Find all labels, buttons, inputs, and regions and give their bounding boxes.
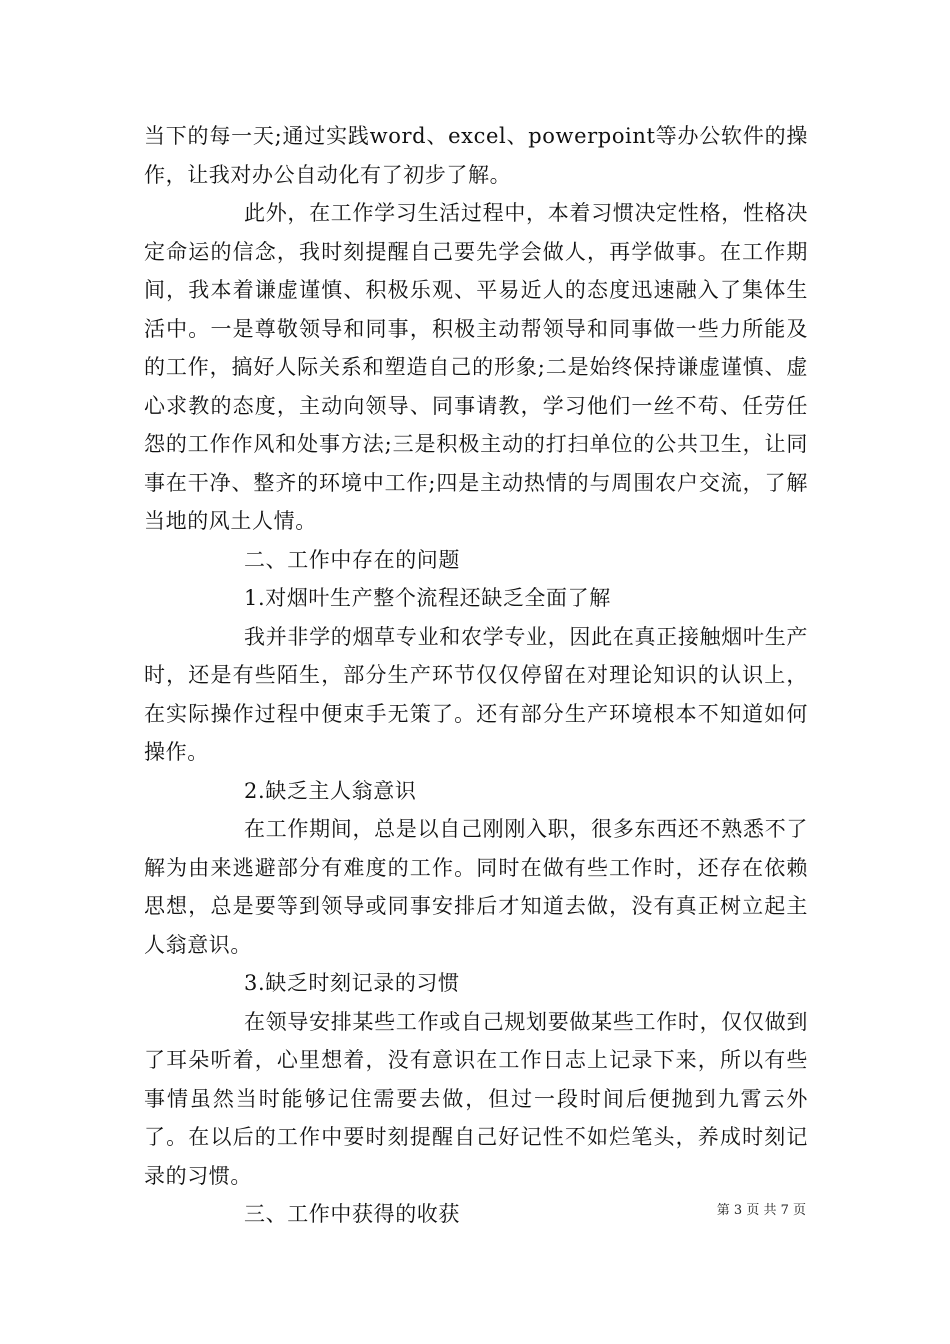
- paragraph-3: 我并非学的烟草专业和农学专业，因此在真正接触烟叶生产时，还是有些陌生，部分生产环节仅仅停留在对理论知识的认识上，在实际操作过程中便束手无策了。还有部分生产环境根本不知道如何操作。: [144, 624, 808, 764]
- paragraph-2: 此外，在工作学习生活过程中，本着习惯决定性格，性格决定命运的信念，我时刻提醒自己要先学会做人，再学做事。在工作期间，我本着谦虚谨慎、积极乐观、平易近人的态度迅速融入了集体生活中。一是尊敬领导和同事，积极主动帮领导和同事做一些力所能及的工作，搞好人际关系和塑造自己的形象;二是始终保持谦虚谨慎、虚心求教的态度，主动向领导、同事请教，学习他们一丝不苟、任劳任怨的工作作风和处事方法;三是积极主动的打扫单位的公共卫生，让同事在干净、整齐的环境中工作;四是主动热情的与周围农户交流，了解当地的风土人情。: [144, 201, 808, 533]
- paragraph-5: 在领导安排某些工作或自己规划要做某些工作时，仅仅做到了耳朵听着，心里想着，没有意识在工作日志上记录下来，所以有些事情虽然当时能够记住需要去做，但过一段时间后便抛到九霄云外了。在以后的工作中要时刻提醒自己好记性不如烂笔头，养成时刻记录的习惯。: [144, 1009, 808, 1188]
- paragraph-4: 在工作期间，总是以自己刚刚入职，很多东西还不熟悉不了解为由来逃避部分有难度的工作。同时在做有些工作时，还存在依赖思想，总是要等到领导或同事安排后才知道去做，没有真正树立起主人翁意识。: [144, 817, 808, 957]
- section-heading-gains: 三、工作中获得的收获: [244, 1202, 460, 1226]
- subheading-1: 1.对烟叶生产整个流程还缺乏全面了解: [244, 586, 611, 610]
- document-body: [144, 117, 808, 1234]
- subheading-2: 2.缺乏主人翁意识: [244, 778, 417, 803]
- page-number-footer: 第 3 页 共 7 页: [716, 1203, 806, 1218]
- section-heading-problems: 二、工作中存在的问题: [244, 547, 460, 572]
- subheading-3: 3.缺乏时刻记录的习惯: [244, 971, 460, 995]
- paragraph-1: 当下的每一天;通过实践word、excel、powerpoint等办公软件的操作，让我对办公自动化有了初步了解。: [144, 124, 808, 187]
